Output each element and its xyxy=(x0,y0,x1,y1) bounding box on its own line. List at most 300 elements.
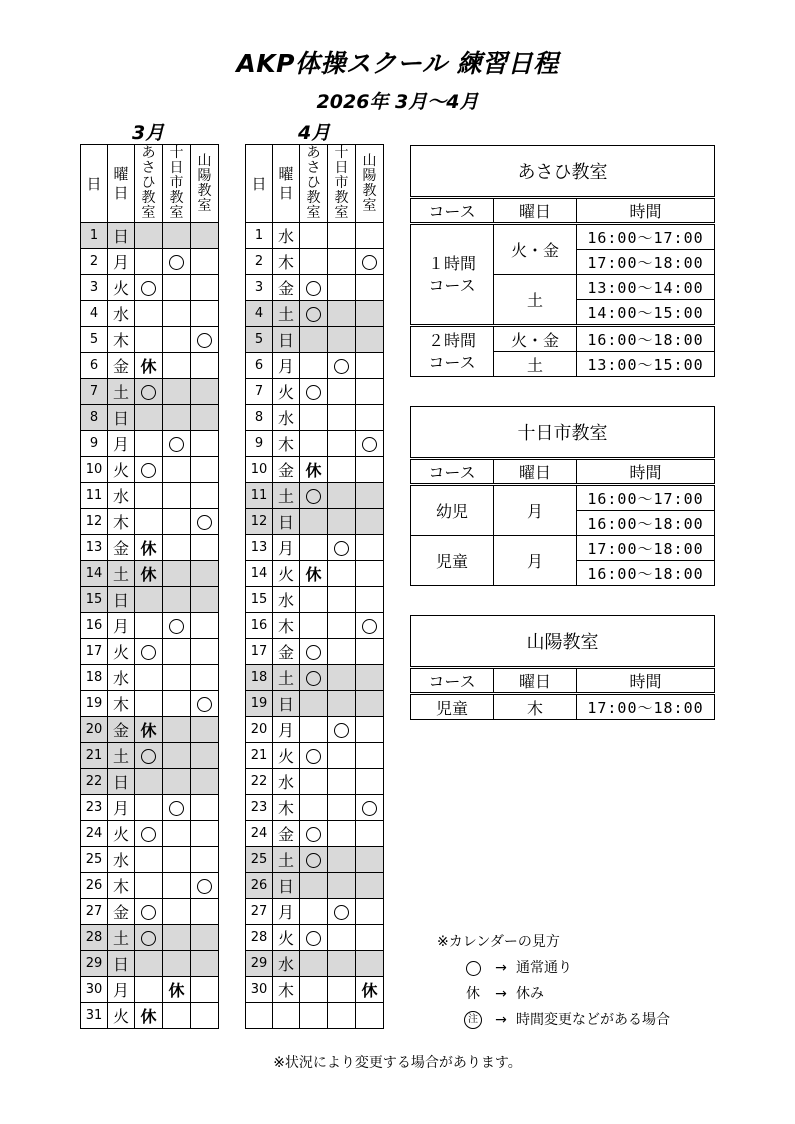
time-cell: 17:00～18:00 xyxy=(577,536,715,561)
table-row xyxy=(81,899,219,925)
weekday-cell: 水 xyxy=(108,301,135,327)
day-cell: 29 xyxy=(81,951,108,977)
circle-icon xyxy=(306,385,321,400)
sanyo-title: 山陽教室 xyxy=(411,616,715,668)
tokaichi-title: 十日市教室 xyxy=(411,407,715,459)
tokaichi-cell xyxy=(328,821,356,847)
day-cell: 18 xyxy=(81,665,108,691)
sanyo-cell xyxy=(356,665,384,691)
tokaichi-cell xyxy=(163,873,191,899)
asahi-cell xyxy=(135,873,163,899)
weekday-cell: 月 xyxy=(108,613,135,639)
sanyo-cell xyxy=(356,249,384,275)
asahi-cell xyxy=(135,951,163,977)
day-cell: 8 xyxy=(246,405,273,431)
time-cell: 16:00～18:00 xyxy=(577,326,715,352)
calendar-table-march xyxy=(80,144,219,1029)
weekday-cell: 金 xyxy=(108,899,135,925)
day-cell: 21 xyxy=(81,743,108,769)
sanyo-cell xyxy=(356,925,384,951)
legend-symbol: 休 xyxy=(466,986,480,1002)
sanyo-cell xyxy=(191,795,219,821)
asahi-cell xyxy=(300,223,328,249)
col-course: コース xyxy=(411,668,494,694)
day-cell: 13 xyxy=(246,535,273,561)
asahi-cell xyxy=(300,275,328,301)
weekday-cell: 土 xyxy=(273,301,300,327)
tokaichi-cell xyxy=(328,899,356,925)
day-cell: 1 xyxy=(246,223,273,249)
tokaichi-cell xyxy=(163,795,191,821)
asahi-cell xyxy=(135,509,163,535)
circle-icon xyxy=(306,931,321,946)
sanyo-cell xyxy=(191,457,219,483)
legend-meaning: 通常通り xyxy=(516,960,572,976)
table-row xyxy=(81,743,219,769)
table-row xyxy=(81,951,219,977)
sanyo-cell xyxy=(356,873,384,899)
table-row xyxy=(81,613,219,639)
asahi-cell xyxy=(135,301,163,327)
day-cell: 2 xyxy=(246,249,273,275)
asahi-cell xyxy=(135,691,163,717)
weekday-cell: 金 xyxy=(108,535,135,561)
weekday-cell xyxy=(273,1003,300,1029)
weekday-cell: 土 xyxy=(273,847,300,873)
day-cell: 土 xyxy=(494,352,577,377)
day-cell: 26 xyxy=(81,873,108,899)
weekday-cell: 月 xyxy=(108,249,135,275)
weekday-cell: 土 xyxy=(273,665,300,691)
weekday-cell: 木 xyxy=(273,977,300,1003)
circle-icon xyxy=(362,255,377,270)
page-title: AKP体操スクール 練習日程 xyxy=(236,49,559,78)
legend-title: ※カレンダーの見方 xyxy=(437,934,560,950)
col-time: 時間 xyxy=(577,198,715,224)
sanyo-class-table xyxy=(410,615,715,720)
header-asahi: あさひ教室 xyxy=(135,145,163,223)
asahi-cell xyxy=(300,509,328,535)
closed-mark: 休 xyxy=(168,981,185,1000)
asahi-cell xyxy=(300,665,328,691)
arrow-icon: → xyxy=(495,986,507,1002)
tokaichi-cell xyxy=(163,535,191,561)
weekday-cell: 日 xyxy=(273,327,300,353)
col-time: 時間 xyxy=(577,668,715,694)
asahi-cell xyxy=(300,821,328,847)
day-cell: 16 xyxy=(246,613,273,639)
table-row xyxy=(81,821,219,847)
day-cell: 7 xyxy=(81,379,108,405)
tokaichi-cell xyxy=(328,457,356,483)
sanyo-cell xyxy=(191,821,219,847)
legend-meaning: 休み xyxy=(516,986,544,1002)
asahi-cell xyxy=(300,951,328,977)
closed-mark: 休 xyxy=(305,565,322,584)
asahi-cell xyxy=(300,353,328,379)
day-cell: 14 xyxy=(81,561,108,587)
sanyo-cell xyxy=(356,483,384,509)
table-row xyxy=(81,249,219,275)
table-row xyxy=(81,769,219,795)
table-row xyxy=(81,587,219,613)
weekday-cell: 水 xyxy=(273,405,300,431)
tokaichi-cell xyxy=(163,509,191,535)
tokaichi-cell xyxy=(163,717,191,743)
weekday-cell: 土 xyxy=(273,483,300,509)
footer-note: ※状況により変更する場合があります。 xyxy=(273,1055,522,1071)
tokaichi-cell xyxy=(163,847,191,873)
sanyo-cell xyxy=(191,275,219,301)
asahi-cell xyxy=(135,821,163,847)
asahi-cell xyxy=(300,639,328,665)
time-cell: 16:00～18:00 xyxy=(577,561,715,586)
asahi-cell xyxy=(135,379,163,405)
circle-icon xyxy=(141,645,156,660)
day-cell: 3 xyxy=(81,275,108,301)
sanyo-cell xyxy=(191,1003,219,1029)
sanyo-cell xyxy=(356,899,384,925)
circle-icon xyxy=(197,515,212,530)
circle-icon xyxy=(141,385,156,400)
asahi-cell xyxy=(135,327,163,353)
table-row xyxy=(246,431,384,457)
weekday-cell: 日 xyxy=(273,873,300,899)
weekday-cell: 木 xyxy=(108,327,135,353)
day-cell: 7 xyxy=(246,379,273,405)
col-day: 曜日 xyxy=(494,459,577,485)
day-cell: 25 xyxy=(81,847,108,873)
tokaichi-cell xyxy=(328,275,356,301)
table-row xyxy=(81,691,219,717)
table-row xyxy=(246,457,384,483)
legend-item-normal xyxy=(437,955,670,981)
day-cell: 17 xyxy=(81,639,108,665)
weekday-cell: 木 xyxy=(108,509,135,535)
table-row xyxy=(246,353,384,379)
col-time: 時間 xyxy=(577,459,715,485)
asahi-cell xyxy=(300,873,328,899)
table-row xyxy=(81,327,219,353)
weekday-cell: 水 xyxy=(273,223,300,249)
weekday-cell: 水 xyxy=(108,665,135,691)
header-sanyo: 山陽教室 xyxy=(191,145,219,223)
tokaichi-cell xyxy=(328,223,356,249)
weekday-cell: 水 xyxy=(273,587,300,613)
table-row xyxy=(81,977,219,1003)
tokaichi-cell xyxy=(328,509,356,535)
asahi-cell xyxy=(135,639,163,665)
day-cell: 10 xyxy=(246,457,273,483)
circle-icon xyxy=(334,359,349,374)
day-cell: 24 xyxy=(246,821,273,847)
sanyo-cell xyxy=(191,431,219,457)
table-row xyxy=(81,405,219,431)
day-cell: 11 xyxy=(246,483,273,509)
tokaichi-cell xyxy=(163,821,191,847)
asahi-cell xyxy=(135,717,163,743)
sanyo-cell xyxy=(191,743,219,769)
sanyo-cell xyxy=(356,509,384,535)
calendar-table-april xyxy=(245,144,384,1029)
day-cell: 15 xyxy=(81,587,108,613)
tokaichi-cell xyxy=(163,899,191,925)
sanyo-cell xyxy=(356,353,384,379)
circle-icon xyxy=(306,307,321,322)
table-row xyxy=(81,1003,219,1029)
day-cell: 3 xyxy=(246,275,273,301)
tokaichi-cell xyxy=(163,405,191,431)
sanyo-cell xyxy=(356,847,384,873)
table-row xyxy=(246,717,384,743)
sanyo-cell xyxy=(191,691,219,717)
time-cell: 16:00～17:00 xyxy=(577,485,715,511)
sanyo-cell xyxy=(191,223,219,249)
table-row xyxy=(246,535,384,561)
weekday-cell: 木 xyxy=(108,691,135,717)
tokaichi-cell xyxy=(163,743,191,769)
sanyo-cell xyxy=(191,769,219,795)
sanyo-cell xyxy=(191,847,219,873)
asahi-cell xyxy=(135,483,163,509)
table-row xyxy=(81,795,219,821)
day-cell: 4 xyxy=(246,301,273,327)
asahi-class-table xyxy=(410,145,715,377)
weekday-cell: 木 xyxy=(273,431,300,457)
table-row xyxy=(246,327,384,353)
circle-icon xyxy=(141,749,156,764)
day-cell: 21 xyxy=(246,743,273,769)
table-row xyxy=(246,795,384,821)
sanyo-cell xyxy=(356,327,384,353)
tokaichi-cell xyxy=(163,977,191,1003)
sanyo-cell xyxy=(191,977,219,1003)
asahi-cell xyxy=(300,1003,328,1029)
header-tokaichi: 十日市教室 xyxy=(163,145,191,223)
day-cell: 12 xyxy=(246,509,273,535)
tokaichi-cell xyxy=(163,665,191,691)
sanyo-cell xyxy=(191,353,219,379)
asahi-cell xyxy=(135,743,163,769)
day-cell: 火・金 xyxy=(494,326,577,352)
time-cell: 17:00～18:00 xyxy=(577,694,715,720)
sanyo-cell xyxy=(356,821,384,847)
table-row xyxy=(246,925,384,951)
day-cell: 6 xyxy=(81,353,108,379)
tokaichi-cell xyxy=(328,587,356,613)
arrow-icon: → xyxy=(495,1012,507,1028)
asahi-cell xyxy=(135,1003,163,1029)
tokaichi-cell xyxy=(163,275,191,301)
table-row xyxy=(246,899,384,925)
header-asahi: あさひ教室 xyxy=(300,145,328,223)
sanyo-cell xyxy=(191,951,219,977)
sanyo-cell xyxy=(191,379,219,405)
sanyo-cell xyxy=(356,587,384,613)
table-row xyxy=(81,379,219,405)
sanyo-cell xyxy=(356,951,384,977)
tokaichi-cell xyxy=(328,665,356,691)
weekday-cell: 土 xyxy=(108,561,135,587)
table-row xyxy=(246,483,384,509)
table-row xyxy=(81,431,219,457)
weekday-cell: 日 xyxy=(273,509,300,535)
circle-icon xyxy=(362,437,377,452)
sanyo-cell xyxy=(191,405,219,431)
sanyo-cell xyxy=(191,639,219,665)
day-cell: 23 xyxy=(81,795,108,821)
circle-icon xyxy=(306,749,321,764)
col-course: コース xyxy=(411,459,494,485)
sanyo-cell xyxy=(356,613,384,639)
day-cell: 12 xyxy=(81,509,108,535)
tokaichi-cell xyxy=(163,249,191,275)
day-cell: 火・金 xyxy=(494,224,577,275)
asahi-cell xyxy=(135,431,163,457)
asahi-cell xyxy=(135,769,163,795)
asahi-cell xyxy=(300,925,328,951)
legend xyxy=(437,929,670,1033)
tokaichi-cell xyxy=(163,769,191,795)
tokaichi-cell xyxy=(328,717,356,743)
tokaichi-cell xyxy=(163,457,191,483)
table-row xyxy=(246,275,384,301)
day-cell: 9 xyxy=(246,431,273,457)
sanyo-cell xyxy=(356,535,384,561)
tokaichi-cell xyxy=(163,691,191,717)
weekday-cell: 日 xyxy=(108,587,135,613)
day-cell: 28 xyxy=(81,925,108,951)
weekday-cell: 木 xyxy=(108,873,135,899)
weekday-cell: 月 xyxy=(273,899,300,925)
weekday-cell: 火 xyxy=(273,561,300,587)
weekday-cell: 木 xyxy=(273,249,300,275)
day-cell: 9 xyxy=(81,431,108,457)
day-cell: 6 xyxy=(246,353,273,379)
weekday-cell: 月 xyxy=(273,353,300,379)
tokaichi-cell xyxy=(328,925,356,951)
weekday-cell: 日 xyxy=(273,691,300,717)
month-label-march: 3月 xyxy=(132,122,165,144)
time-cell: 13:00～14:00 xyxy=(577,275,715,300)
circle-icon xyxy=(306,827,321,842)
tokaichi-cell xyxy=(328,301,356,327)
asahi-cell xyxy=(300,535,328,561)
circle-icon xyxy=(141,827,156,842)
weekday-cell: 火 xyxy=(273,379,300,405)
day-cell: 22 xyxy=(246,769,273,795)
weekday-cell: 火 xyxy=(273,925,300,951)
day-cell: 18 xyxy=(246,665,273,691)
table-row xyxy=(246,951,384,977)
sanyo-cell xyxy=(356,717,384,743)
day-cell: 20 xyxy=(246,717,273,743)
asahi-cell xyxy=(300,457,328,483)
asahi-cell xyxy=(300,249,328,275)
sanyo-cell xyxy=(356,769,384,795)
tokaichi-cell xyxy=(328,639,356,665)
table-row xyxy=(81,509,219,535)
tokaichi-cell xyxy=(163,483,191,509)
tokaichi-cell xyxy=(163,587,191,613)
day-cell: 月 xyxy=(494,536,577,586)
weekday-cell: 日 xyxy=(108,951,135,977)
weekday-cell: 金 xyxy=(273,639,300,665)
day-cell: 5 xyxy=(81,327,108,353)
table-row xyxy=(246,977,384,1003)
weekday-cell: 金 xyxy=(273,821,300,847)
weekday-cell: 水 xyxy=(273,951,300,977)
day-cell: 土 xyxy=(494,275,577,326)
tokaichi-cell xyxy=(163,431,191,457)
asahi-cell xyxy=(300,587,328,613)
day-cell: 16 xyxy=(81,613,108,639)
asahi-cell xyxy=(300,561,328,587)
circle-icon xyxy=(306,281,321,296)
asahi-cell xyxy=(135,223,163,249)
tokaichi-cell xyxy=(328,613,356,639)
legend-item-changed xyxy=(437,1007,670,1033)
table-row xyxy=(81,925,219,951)
table-row xyxy=(246,509,384,535)
closed-mark: 休 xyxy=(140,1007,157,1026)
circle-icon xyxy=(169,801,184,816)
closed-mark: 休 xyxy=(140,721,157,740)
tokaichi-cell xyxy=(163,1003,191,1029)
tokaichi-cell xyxy=(328,769,356,795)
asahi-cell xyxy=(135,899,163,925)
weekday-cell: 火 xyxy=(108,457,135,483)
day-cell: 23 xyxy=(246,795,273,821)
asahi-cell xyxy=(300,483,328,509)
header-day: 日 xyxy=(81,145,108,223)
day-cell: 11 xyxy=(81,483,108,509)
day-cell: 5 xyxy=(246,327,273,353)
asahi-cell xyxy=(300,405,328,431)
course-cell: 幼児 xyxy=(411,485,494,536)
tokaichi-cell xyxy=(163,613,191,639)
circle-icon xyxy=(362,619,377,634)
sanyo-cell xyxy=(191,873,219,899)
sanyo-cell xyxy=(191,483,219,509)
circle-icon xyxy=(306,671,321,686)
tokaichi-cell xyxy=(328,951,356,977)
asahi-cell xyxy=(135,847,163,873)
legend-item-closed xyxy=(437,981,670,1007)
day-cell: 月 xyxy=(494,485,577,536)
tokaichi-cell xyxy=(328,847,356,873)
sanyo-cell xyxy=(356,977,384,1003)
weekday-cell: 日 xyxy=(108,769,135,795)
asahi-cell xyxy=(135,587,163,613)
time-cell: 16:00～17:00 xyxy=(577,224,715,250)
circle-icon xyxy=(169,437,184,452)
table-row xyxy=(81,457,219,483)
sanyo-cell xyxy=(356,405,384,431)
asahi-cell xyxy=(135,977,163,1003)
table-row xyxy=(246,249,384,275)
sanyo-cell xyxy=(191,561,219,587)
asahi-cell xyxy=(300,743,328,769)
tokaichi-cell xyxy=(163,561,191,587)
tokaichi-cell xyxy=(328,561,356,587)
tokaichi-cell xyxy=(163,639,191,665)
day-cell xyxy=(246,1003,273,1029)
sanyo-cell xyxy=(356,561,384,587)
closed-mark: 休 xyxy=(140,357,157,376)
table-row xyxy=(246,561,384,587)
table-row xyxy=(246,613,384,639)
